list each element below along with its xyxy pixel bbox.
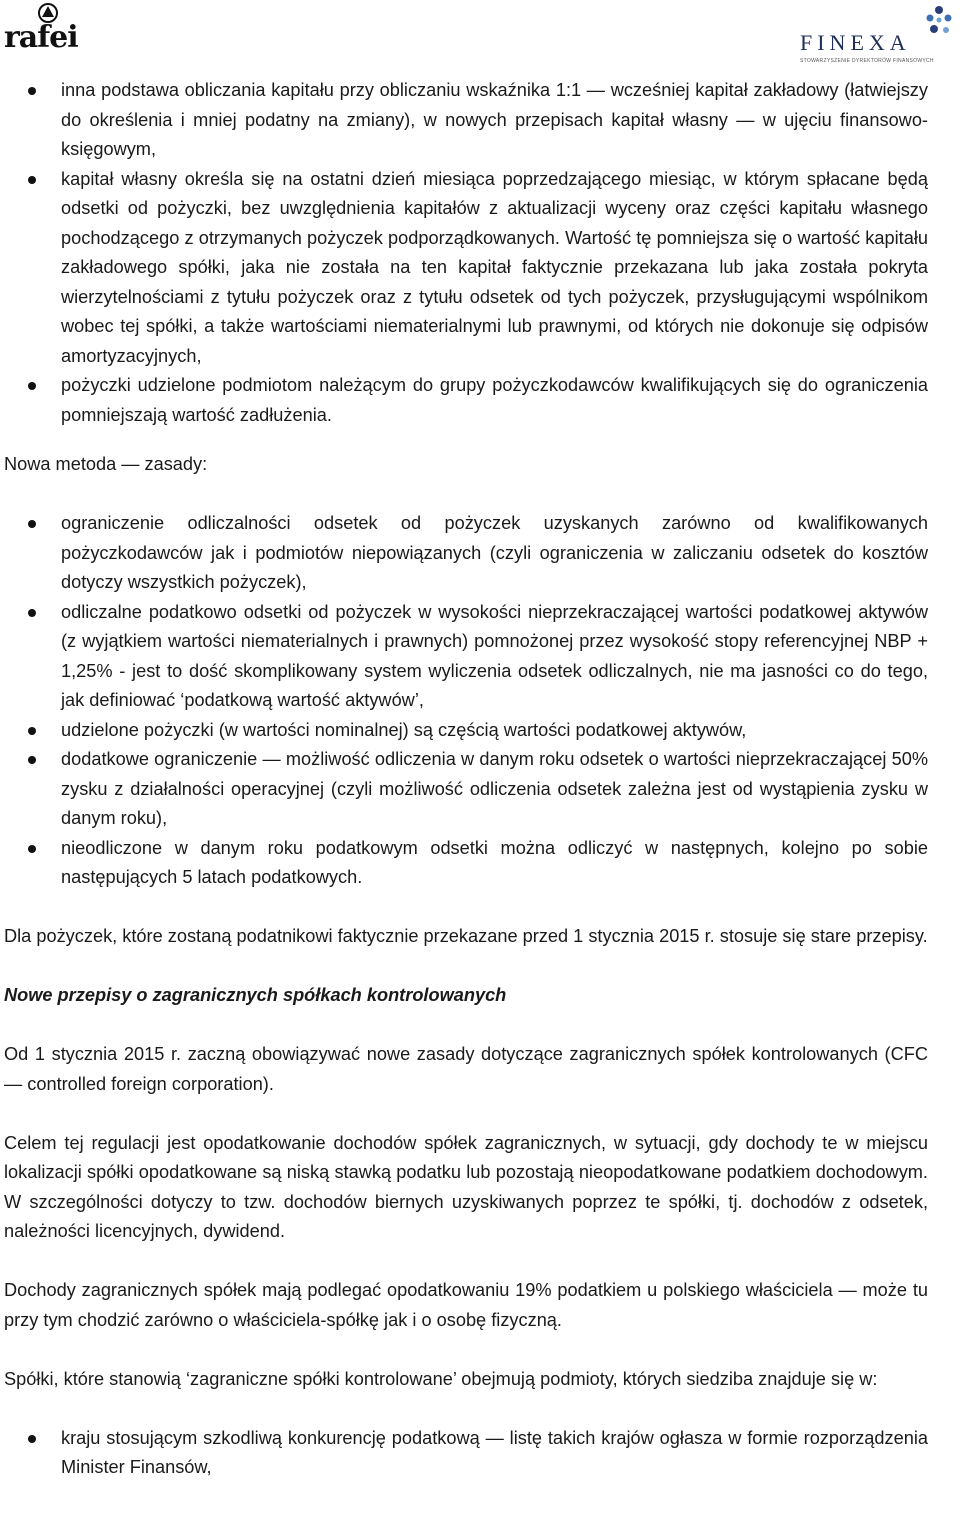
- list-item: [0, 1424, 960, 1483]
- list-item-text: inna podstawa obliczania kapitału przy obliczaniu wskaźnika 1:1 — wcześniej kapitał zakładowy (łatwiejszy do określenia i mniej podatny na zmiany), w nowych przepisach kapitał własny — w ujęciu finansowo-księgowym,: [61, 80, 928, 159]
- list-item: [0, 76, 960, 165]
- new-method-label: Nowa metoda — zasady:: [4, 454, 208, 474]
- cfc-tax-paragraph: Dochody zagranicznych spółek mają podlegać opodatkowaniu 19% podatkiem u polskiego właściciela — może tu przy tym chodzić zarówno o właściciela-spółkę jak i o osobę fizyczną.: [4, 1280, 928, 1330]
- list-item: [0, 834, 960, 893]
- list-item-text: kapitał własny określa się na ostatni dzień miesiąca poprzedzającego miesiąc, w którym spłacane będą odsetki od pożyczki, bez uwzględnienia kapitałów z aktualizacji wyceny oraz części kapitału własnego pochodzącego z otrzymanych pożyczek podporządkowanych. Wartość tę pomniejsza się o wartość kapitału zakładowego spółki, jaka nie została na ten kapitał faktycznie przekazana lub jaka została pokryta wierzytelnościami z tytułu pożyczek oraz z tytułu odsetek od tych pożyczek, przysługującymi wspólnikom wobec tej spółki, a także wartościami niematerialnymi lub prawnymi, od których nie dokonuje się odpisów amortyzacyjnych,: [61, 168, 928, 366]
- finexa-mark-icon: [922, 4, 956, 38]
- finexa-tagline: STOWARZYSZENIE DYREKTORÓW FINANSOWYCH: [800, 58, 934, 64]
- list-item-text: dodatkowe ograniczenie — możliwość odliczenia w danym roku odsetek o wartości nieprzekraczającej 50% zysku z działalności operacyjnej (czyli możliwość odliczenia odsetek zależna jest od wystąpienia zysku w danym roku),: [61, 749, 928, 828]
- page-header: [0, 0, 960, 70]
- cfc-scope-paragraph: Spółki, które stanowią ‘zagraniczne spółki kontrolowane’ obejmują podmioty, których siedziba znajduje się w:: [4, 1368, 878, 1389]
- list-item-text: udzielone pożyczki (w wartości nominalnej) są częścią wartości podatkowej aktywów,: [61, 719, 747, 740]
- list-item: [0, 509, 960, 598]
- cfc-intro-paragraph: Od 1 stycznia 2015 r. zaczną obowiązywać nowe zasady dotyczące zagranicznych spółek kontrolowanych (CFC — controlled foreign corporation).: [4, 1044, 928, 1094]
- list-item: [0, 745, 960, 834]
- section-heading: Nowe przepisy o zagranicznych spółkach kontrolowanych: [4, 985, 507, 1005]
- bullet-list-new-method: [0, 509, 960, 893]
- old-loans-paragraph: Dla pożyczek, które zostaną podatnikowi faktycznie przekazane przed 1 stycznia 2015 r. stosuje się stare przepisy.: [4, 926, 928, 946]
- rafei-logo-text: rafei: [4, 20, 78, 55]
- bullet-icon: [28, 87, 36, 95]
- finexa-logo: [800, 2, 956, 66]
- bullet-icon: [28, 845, 36, 853]
- bullet-list-capital: [0, 76, 960, 430]
- bullet-icon: [28, 1435, 36, 1443]
- list-item: [0, 716, 960, 746]
- list-item: [0, 598, 960, 716]
- list-item-text: nieodliczone w danym roku podatkowym odsetki można odliczyć w następnych, kolejno po sobie następujących 5 latach podatkowych.: [61, 837, 928, 887]
- list-item-text: kraju stosującym szkodliwą konkurencję podatkową — listę takich krajów ogłasza w formie rozporządzenia Minister Finansów,: [61, 1427, 928, 1477]
- list-item-text: odliczalne podatkowo odsetki od pożyczek w wysokości nieprzekraczającej wartości podatkowej aktywów (z wyjątkiem wartości niematerialnych i prawnych) pomnożonej przez wysokość stopy referencyjnej NBP + 1,25% - jest to dość skomplikowany system wyliczenia odsetek odliczalnych, nie ma jasności co do tego, jak definiować ‘podatkową wartość aktywów’,: [61, 601, 928, 710]
- cfc-goal-paragraph: Celem tej regulacji jest opodatkowanie dochodów spółek zagranicznych, w sytuacji, gdy dochody te w miejscu lokalizacji spółki opodatkowane są niską stawką podatku lub pozostają nieopodatkowane podatkiem dochodowym. W szczególności dotyczy to tzw. dochodów biernych uzyskiwanych poprzez te spółki, tj. dochodów z odsetek, należności licencyjnych, dywidend.: [4, 1132, 928, 1241]
- list-item: [0, 371, 960, 430]
- list-item-text: pożyczki udzielone podmiotom należącym do grupy pożyczkodawców kwalifikujących się do ograniczenia pomniejszają wartość zadłużenia.: [61, 375, 928, 425]
- bullet-icon: [28, 727, 36, 735]
- bullet-icon: [28, 382, 36, 390]
- finexa-logo-text: FINEXA: [800, 30, 911, 55]
- bullet-icon: [28, 176, 36, 184]
- bullet-icon: [28, 520, 36, 528]
- bullet-icon: [28, 756, 36, 764]
- list-item: [0, 165, 960, 372]
- list-item-text: ograniczenie odliczalności odsetek od pożyczek uzyskanych zarówno od kwalifikowanych pożyczkodawców jak i podmiotów niepowiązanych (czyli ograniczenia w zaliczaniu odsetek do kosztów dotyczy wszystkich pożyczek),: [61, 513, 928, 592]
- rafei-logo: [4, 2, 90, 62]
- bullet-list-cfc: [0, 1424, 960, 1483]
- document-body: [0, 76, 960, 1483]
- bullet-icon: [28, 609, 36, 617]
